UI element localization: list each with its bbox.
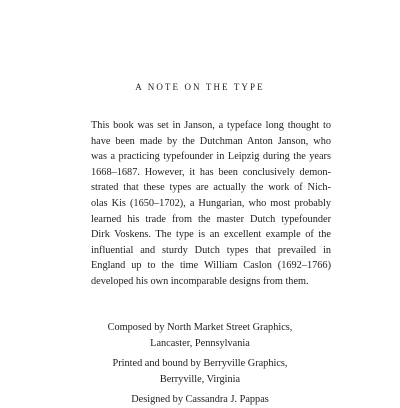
note-body-line: was a practicing typefounder in Leipzig during the years [91,151,331,163]
note-body-line: 1668–1687. However, it has been conclusively demon- [91,166,331,178]
composition-credit-line: Composed by North Market Street Graphics, [107,322,293,333]
printing-credit-line: Berryville, Virginia [159,373,241,385]
note-body-line: developed his own incomparable designs from them. [91,275,309,287]
printing-credit-line: Printed and bound by Berryville Graphics, [112,358,288,369]
note-heading: A NOTE ON THE TYPE [135,82,265,92]
note-body-line: This book was set in Janson, a typeface long thought to [91,120,331,131]
note-body [91,118,331,290]
note-body-line: learned his trade from the master Dutch typefounder [91,213,331,225]
note-body-line: influential and sturdy Dutch types that prevailed in [91,244,331,256]
note-body-line: have been made by the Dutchman Anton Janson, who [91,135,331,147]
note-body-line: strated that these types are actually the work of Nich- [91,182,331,194]
note-body-line: England up to the time William Caslon (1692–1766) [91,260,331,272]
printing-credit [0,356,400,387]
note-body-line: olas Kis (1650–1702), a Hungarian, who most probably [91,197,331,209]
note-body-line: Dirk Voskens. The type is an excellent example of the [91,229,331,241]
design-credit-line: Designed by Cassandra J. Pappas [131,394,269,405]
composition-credit [0,320,400,351]
composition-credit-line: Lancaster, Pennsylvania [150,337,250,349]
